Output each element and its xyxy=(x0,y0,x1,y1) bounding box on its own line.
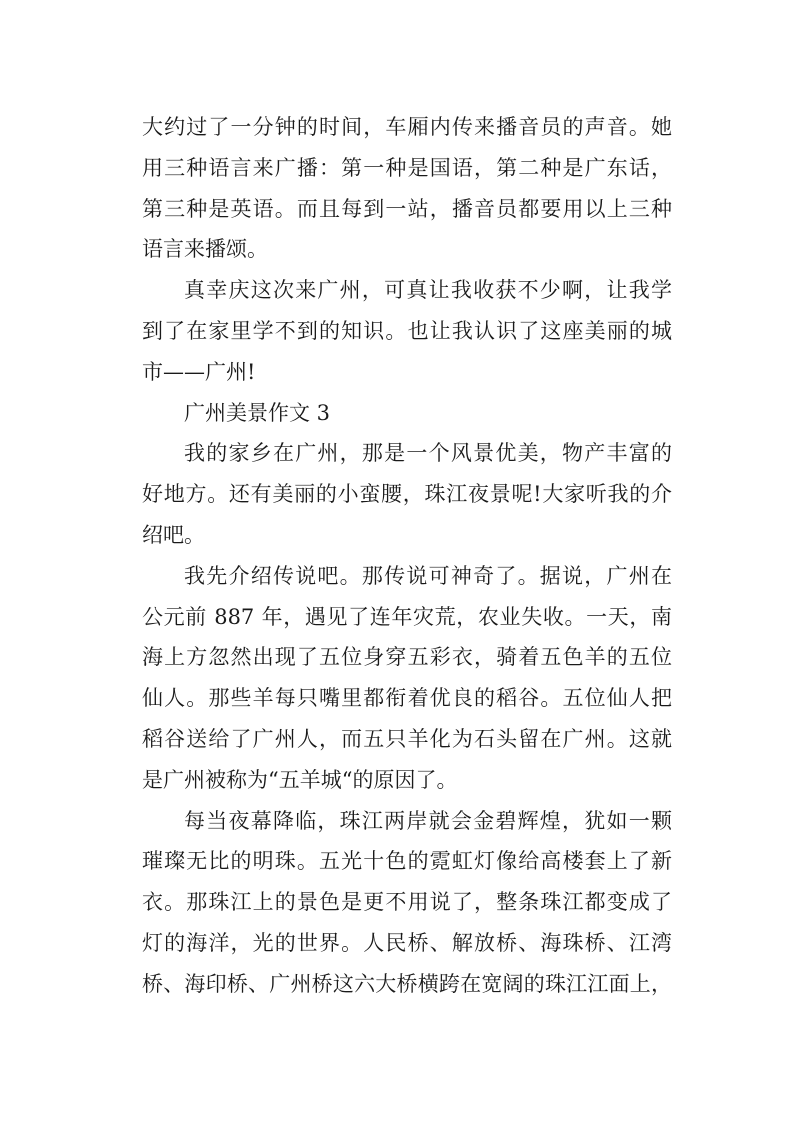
text-line: 绍吧。 xyxy=(142,522,205,547)
text-line: 稻谷送给了广州人，而五只羊化为石头留在广州。这就 xyxy=(142,726,672,751)
text-line: 好地方。还有美丽的小蛮腰，珠江夜景呢!大家听我的介 xyxy=(142,482,672,507)
text-line: 桥、海印桥、广州桥这六大桥横跨在宽阔的珠江江面上， xyxy=(142,971,672,996)
text-line: 公元前 887 年，遇见了连年灾荒，农业失收。一天，南 xyxy=(142,604,672,629)
text-line: 市——广州! xyxy=(142,359,256,384)
document-body xyxy=(142,107,672,1005)
text-line: 灯的海洋，光的世界。人民桥、解放桥、海珠桥、江湾 xyxy=(142,930,672,955)
text-line: 真幸庆这次来广州，可真让我收获不少啊，让我学 xyxy=(184,278,672,303)
text-line: 璀璨无比的明珠。五光十色的霓虹灯像给高楼套上了新 xyxy=(142,849,672,874)
text-line: 是广州被称为“五羊城“的原因了。 xyxy=(142,767,458,792)
text-line: 用三种语言来广播：第一种是国语，第二种是广东话， xyxy=(142,155,672,180)
text-line: 我的家乡在广州，那是一个风景优美，物产丰富的 xyxy=(184,441,672,466)
text-line: 衣。那珠江上的景色是更不用说了，整条珠江都变成了 xyxy=(142,890,672,915)
text-line: 到了在家里学不到的知识。也让我认识了这座美丽的城 xyxy=(142,318,672,343)
text-line: 我先介绍传说吧。那传说可神奇了。据说，广州在 xyxy=(184,563,672,588)
text-line: 仙人。那些羊每只嘴里都衔着优良的稻谷。五位仙人把 xyxy=(142,686,672,711)
text-line: 海上方忽然出现了五位身穿五彩衣，骑着五色羊的五位 xyxy=(142,645,672,670)
text-line: 每当夜幕降临，珠江两岸就会金碧辉煌，犹如一颗 xyxy=(184,808,672,833)
text-line: 大约过了一分钟的时间，车厢内传来播音员的声音。她 xyxy=(142,115,672,139)
text-line: 广州美景作文 3 xyxy=(184,400,331,425)
text-line: 第三种是英语。而且每到一站，播音员都要用以上三种 xyxy=(142,196,672,221)
text-line: 语言来播颂。 xyxy=(142,237,268,262)
